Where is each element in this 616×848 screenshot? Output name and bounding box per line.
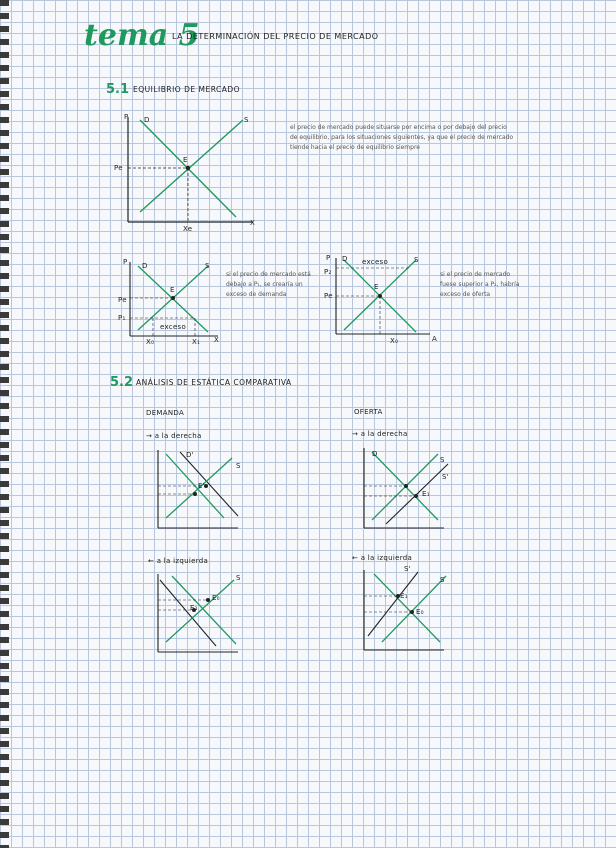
es-label-a: A xyxy=(432,335,438,343)
sls-label-e1: E₁ xyxy=(400,592,408,600)
oferta-izquierda-label: ← a la izquierda xyxy=(352,554,413,562)
ed-label-x: X xyxy=(214,336,220,344)
ed-label-s: S xyxy=(205,262,210,270)
curve-label-s: S xyxy=(244,116,249,124)
demanda-heading: DEMANDA xyxy=(146,409,185,417)
es-label-e: E xyxy=(374,283,379,291)
ed-label-pe: Pe xyxy=(118,296,127,304)
dls-label-s: S xyxy=(236,574,241,582)
page-title: tema 5 xyxy=(84,18,200,53)
sls-label-e0: E₀ xyxy=(416,608,424,616)
section2-title: ANÁLISIS DE ESTÁTICA COMPARATIVA xyxy=(136,378,292,387)
sls-label-s1: S' xyxy=(404,565,411,573)
ed-label-x1: X₁ xyxy=(192,338,201,346)
demand-right-shift-graph xyxy=(150,446,250,546)
dls-label-e1: E₁ xyxy=(190,604,198,612)
ed-label-d: D xyxy=(142,262,148,270)
drs-label-e1: E' xyxy=(198,482,205,490)
page-subtitle: LA DETERMINACIÓN DEL PRECIO DE MERCADO xyxy=(172,32,379,41)
es-label-d: D xyxy=(342,255,348,263)
section1-number: 5.1 xyxy=(106,82,130,97)
oferta-heading: OFERTA xyxy=(354,408,383,416)
es-label-exceso: exceso xyxy=(362,258,389,266)
drs-label-d1: D' xyxy=(186,451,194,459)
notebook-spiral xyxy=(0,0,9,848)
srs-label-s1: S' xyxy=(442,473,449,481)
ed-label-e: E xyxy=(170,286,175,294)
srs-label-d: D xyxy=(372,450,378,458)
note-excess-demand: si el precio de mercado está debajo a P₁, se crearía un exceso de demanda xyxy=(226,271,311,298)
dls-label-e0: E₀ xyxy=(212,594,220,602)
section2-number: 5.2 xyxy=(110,375,134,390)
curve-label-d: D xyxy=(144,116,150,124)
axis-label-pe: Pe xyxy=(114,164,123,172)
ed-label-xo: X₀ xyxy=(146,338,155,346)
note-excess-supply: si el precio de mercado fuese superior a P₂, habría exceso de oferta xyxy=(440,271,520,298)
axis-label-p: P xyxy=(124,113,129,121)
es-label-p2: P₂ xyxy=(324,268,332,276)
ed-label-p1: P₁ xyxy=(118,314,126,322)
es-axis-p: P xyxy=(326,254,331,262)
demand-left-shift-graph xyxy=(150,570,250,670)
oferta-derecha-label: → a la derecha xyxy=(352,430,408,438)
ed-axis-p: P xyxy=(123,258,128,266)
excess-supply-graph xyxy=(330,254,440,344)
demanda-izquierda-label: ← a la izquierda xyxy=(148,557,209,565)
ed-label-exceso: exceso xyxy=(160,323,187,331)
point-label-e: E xyxy=(183,156,188,164)
srs-label-s: S xyxy=(440,456,445,464)
axis-label-x: X xyxy=(250,219,256,227)
drs-label-s: S xyxy=(236,462,241,470)
sls-label-s: S xyxy=(440,576,445,584)
axis-label-xe: Xe xyxy=(183,225,193,233)
es-label-xo: X₀ xyxy=(390,337,399,345)
section1-title: EQUILIBRIO DE MERCADO xyxy=(133,85,241,94)
es-label-pe: Pe xyxy=(324,292,333,300)
excess-demand-graph xyxy=(120,258,230,348)
es-label-s: S xyxy=(414,256,419,264)
srs-label-e1: E₁ xyxy=(422,490,430,498)
note-equilibrium: el precio de mercado puede situarse por encima o por debajo del precio de equilibrio, para los situaciones siguientes, ya que el precio de mercado tiende hacia el precio de equilibrio siempre xyxy=(290,124,514,151)
equilibrium-main-graph xyxy=(118,112,268,237)
demanda-derecha-label: → a la derecha xyxy=(146,432,202,440)
